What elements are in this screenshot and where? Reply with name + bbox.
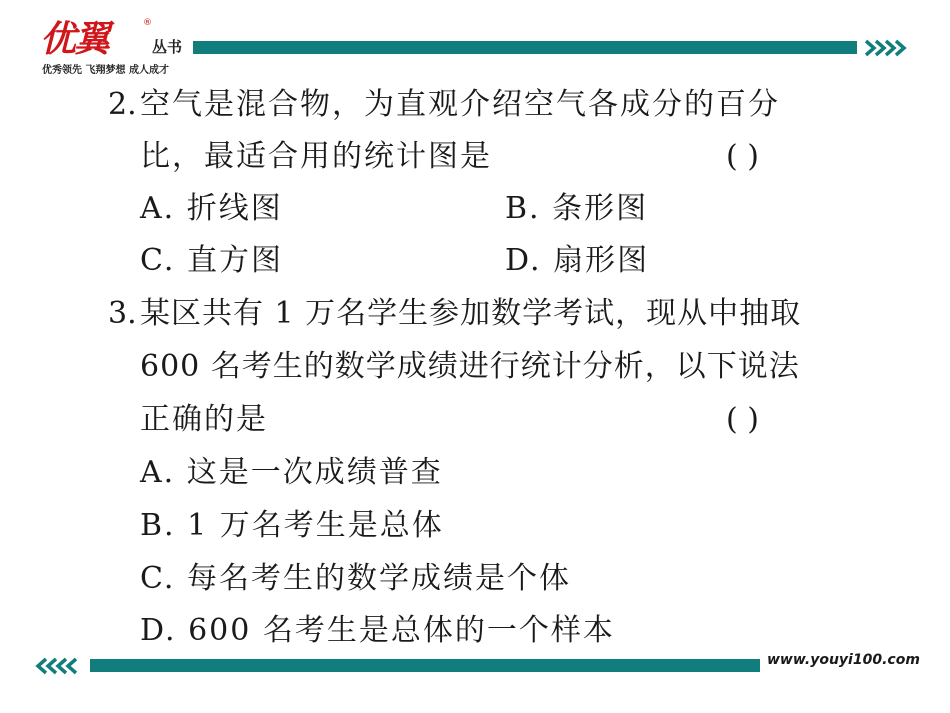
question-stem-line: 某区共有 1 万名学生参加数学考试，现从中抽取 bbox=[140, 296, 802, 331]
footer-divider-bar bbox=[90, 659, 760, 672]
question-stem-line: 正确的是 bbox=[140, 402, 268, 437]
option-text: 扇形图 bbox=[553, 243, 650, 278]
option-d bbox=[505, 244, 649, 278]
option-text: 这是一次成绩普查 bbox=[186, 455, 443, 490]
option-key: D. bbox=[140, 613, 177, 648]
question-number: 3. bbox=[108, 296, 137, 331]
option-key: B. bbox=[140, 508, 176, 543]
registered-mark: ® bbox=[143, 18, 152, 28]
option-text: 折线图 bbox=[186, 191, 283, 226]
question-stem-line: 600 名考生的数学成绩进行统计分析，以下说法 bbox=[140, 349, 800, 384]
answer-blank: ( ) bbox=[726, 139, 759, 174]
option-key: D. bbox=[505, 243, 542, 278]
option-key: C. bbox=[140, 243, 176, 278]
option-d bbox=[140, 614, 615, 648]
logo-text: 优翼 bbox=[40, 19, 109, 60]
question-stem-line: 比，最适合用的统计图是 bbox=[140, 139, 492, 174]
double-chevron-left-icon bbox=[34, 656, 88, 676]
option-a bbox=[140, 192, 283, 226]
series-label: 丛书 bbox=[152, 38, 183, 56]
slogan: 优秀领先 飞翔梦想 成人成才 bbox=[42, 65, 169, 76]
question-stem-line: 空气是混合物，为直观介绍空气各成分的百分 bbox=[140, 87, 780, 122]
website-link[interactable]: www.youyi100.com bbox=[767, 652, 920, 668]
option-text: 直方图 bbox=[186, 243, 283, 278]
option-key: B. bbox=[505, 191, 541, 226]
option-c bbox=[140, 244, 283, 278]
option-key: A. bbox=[140, 455, 176, 490]
option-c bbox=[140, 562, 571, 596]
answer-blank: ( ) bbox=[726, 402, 759, 437]
question-number: 2. bbox=[108, 87, 137, 122]
option-key: C. bbox=[140, 561, 176, 596]
option-text: 600 名考生是总体的一个样本 bbox=[188, 613, 615, 648]
option-text: 条形图 bbox=[552, 191, 649, 226]
option-key: A. bbox=[140, 191, 176, 226]
option-text: 1 万名考生是总体 bbox=[187, 508, 444, 543]
option-b bbox=[140, 509, 444, 543]
option-b bbox=[505, 192, 648, 226]
option-a bbox=[140, 456, 443, 490]
option-text: 每名考生的数学成绩是个体 bbox=[186, 561, 571, 596]
